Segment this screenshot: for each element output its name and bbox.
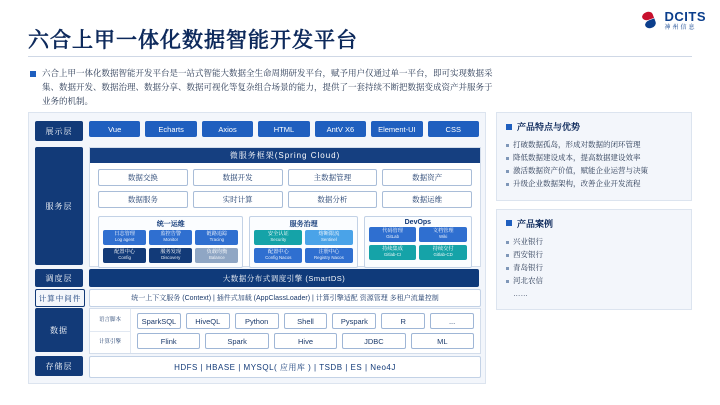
service-module[interactable]: 数据运维	[382, 191, 472, 208]
service-layer-box	[89, 147, 481, 267]
engine-row	[137, 333, 474, 349]
panel-title: 产品案例	[517, 218, 554, 229]
governance-item-cn: 配置中心	[267, 249, 289, 256]
layer-label-middleware: 计算中间件	[35, 289, 85, 307]
ops-item-cn: 配置中心	[114, 249, 135, 256]
display-chip[interactable]: Element-UI	[371, 121, 422, 137]
governance-item[interactable]	[254, 248, 302, 263]
ops-item[interactable]	[149, 248, 192, 263]
case-list	[506, 235, 682, 301]
service-framework-title: 微服务框架(Spring Cloud)	[90, 148, 480, 163]
data-compute-side-labels	[90, 309, 131, 353]
side-panels	[496, 112, 692, 318]
devops-item-en: Gitlab-CI	[383, 251, 402, 257]
script-chip[interactable]: SparkSQL	[137, 313, 181, 329]
engine-chip[interactable]: Hive	[274, 333, 337, 349]
devops-item[interactable]	[369, 227, 417, 242]
ops-item-cn: 日志管理	[114, 231, 135, 238]
group-devops	[364, 216, 472, 268]
ops-item-cn: 服务发现	[160, 249, 182, 256]
layer-label-storage: 存储层	[35, 356, 83, 376]
ops-item-en: Discovery	[161, 254, 181, 260]
list-item: 河北农信	[506, 274, 682, 287]
governance-item-en: Sentinel	[320, 236, 337, 242]
governance-item-cn: 熔断限流	[318, 231, 340, 238]
script-chip[interactable]: HiveQL	[186, 313, 230, 329]
display-chip[interactable]: Vue	[89, 121, 140, 137]
layer-label-data-compute	[35, 308, 83, 352]
group-title: 统一运维	[156, 221, 185, 228]
ops-item-en: Monitor	[163, 236, 179, 242]
group-title: DevOps	[404, 219, 432, 226]
list-item: ……	[513, 289, 528, 298]
service-module[interactable]: 数据分析	[288, 191, 378, 208]
layer-label-data-compute-text: 数据	[50, 325, 68, 335]
governance-item-cn: 安全认证	[267, 231, 289, 238]
service-module[interactable]: 数据开发	[193, 169, 283, 186]
service-module[interactable]: 数据交换	[98, 169, 188, 186]
bullet-icon	[506, 124, 512, 130]
data-compute-box	[89, 308, 481, 354]
middleware-bar: 统一上下文服务 (Context) | 插件式加载 (AppClassLoader) | 计算引擎适配 资源管理 多租户流量控制	[89, 289, 481, 307]
display-chip[interactable]: AntV X6	[315, 121, 366, 137]
ops-item-en: Tracing	[209, 236, 225, 242]
list-item: 兴业银行	[506, 235, 682, 248]
dcits-logo-icon	[640, 11, 660, 31]
ops-item[interactable]	[103, 230, 146, 245]
ops-item-en: Config	[118, 254, 131, 260]
script-chip[interactable]: R	[381, 313, 425, 329]
intro-block	[30, 66, 500, 108]
group-governance	[249, 216, 357, 268]
display-chip[interactable]: Echarts	[145, 121, 196, 137]
engine-chip[interactable]: JDBC	[342, 333, 405, 349]
list-item: 打破数据孤岛，形成对数据的闭环管理	[506, 138, 682, 151]
governance-item[interactable]	[305, 248, 353, 263]
advantage-list	[506, 138, 682, 191]
devops-item[interactable]	[369, 245, 417, 260]
group-ops	[98, 216, 243, 268]
architecture-diagram	[28, 112, 486, 384]
side-label-script: 语言脚本	[90, 309, 130, 332]
devops-item-cn: 文档管理	[432, 228, 454, 235]
display-chip[interactable]: HTML	[258, 121, 309, 137]
ops-item[interactable]	[149, 230, 192, 245]
service-module[interactable]: 实时计算	[193, 191, 283, 208]
group-title: 服务治理	[289, 221, 318, 228]
display-chip[interactable]: Axios	[202, 121, 253, 137]
ops-item-en: Balance	[208, 254, 225, 260]
bullet-icon	[30, 71, 36, 77]
governance-item-en: Security	[270, 236, 287, 242]
intro-text: 六合上甲一体化数据智能开发平台是一站式智能大数据全生命周期研发平台，赋予用户仅通过单一平台，即可实现数据采集、数据开发、数据治理、数据分享、数据可视化等复杂组合场景的能力，提供了一套持续不断把数据变成资产并服务于业务的机制。	[42, 68, 493, 107]
engine-chip[interactable]: ML	[411, 333, 474, 349]
service-module-grid	[90, 163, 480, 214]
devops-item-cn: 代码管理	[382, 228, 403, 235]
panel-title: 产品特点与优势	[517, 122, 581, 132]
layer-label-service: 服务层	[35, 147, 83, 265]
list-item: 降低数据建设成本，提高数据建设效率	[506, 151, 682, 164]
devops-item-cn: 持续集成	[382, 246, 403, 253]
devops-item[interactable]	[419, 245, 467, 260]
devops-item-en: Gitlab-CD	[433, 251, 453, 257]
devops-item[interactable]	[419, 227, 467, 242]
layer-label-display: 展示层	[35, 121, 83, 141]
service-module[interactable]: 数据资产	[382, 169, 472, 186]
list-item: 青岛银行	[506, 261, 682, 274]
list-item: 升级企业数据架构，改善企业开发流程	[506, 177, 682, 190]
service-module[interactable]: 主数据管理	[288, 169, 378, 186]
schedule-engine-bar: 大数据分布式调度引擎 (SmartDS)	[89, 269, 479, 287]
list-item: 激活数据资产价值，赋能企业运营与决策	[506, 164, 682, 177]
layer-label-schedule: 调度层	[35, 269, 83, 287]
panel-advantages	[496, 112, 692, 201]
storage-bar: HDFS | HBASE | MYSQL( 应用库 ) | TSDB | ES | Neo4J	[89, 356, 481, 378]
page-title: 六合上甲一体化数据智能开发平台	[28, 29, 358, 52]
title-divider	[28, 56, 692, 57]
script-chip[interactable]: Shell	[284, 313, 328, 329]
brand-logo	[640, 10, 707, 31]
devops-item-cn: 持续交付	[432, 246, 454, 253]
governance-item-cn: 注册中心	[318, 249, 340, 256]
ops-item-cn: 负载均衡	[206, 249, 228, 256]
governance-item-en: Registry Nacos	[314, 254, 344, 260]
script-chip[interactable]: Python	[235, 313, 279, 329]
ops-item[interactable]	[195, 230, 238, 245]
side-label-engine: 计算引擎	[98, 339, 121, 346]
script-chip[interactable]: Pyspark	[332, 313, 376, 329]
service-module[interactable]: 数据服务	[98, 191, 188, 208]
ops-item-en: Log agent	[114, 236, 135, 242]
devops-item-en: GitLab	[386, 233, 400, 239]
panel-cases	[496, 209, 692, 311]
ops-item-cn: 链路追踪	[206, 231, 228, 238]
script-row	[137, 313, 474, 329]
brand-name-cn: 神州信息	[664, 25, 697, 31]
ops-item[interactable]	[195, 248, 238, 263]
devops-item-en: Wiki	[439, 233, 448, 239]
governance-item-en: Config Nacos	[265, 254, 292, 260]
display-chip[interactable]: CSS	[428, 121, 479, 137]
script-chip[interactable]: ...	[430, 313, 474, 329]
engine-chip[interactable]: Flink	[137, 333, 200, 349]
list-item: 西安银行	[506, 248, 682, 261]
governance-item[interactable]	[305, 230, 353, 245]
service-support-groups	[90, 214, 480, 274]
engine-chip[interactable]: Spark	[205, 333, 268, 349]
ops-item-cn: 监控告警	[160, 231, 182, 238]
governance-item[interactable]	[254, 230, 302, 245]
bullet-icon	[506, 220, 512, 226]
display-layer-row	[89, 121, 479, 137]
ops-item[interactable]	[103, 248, 146, 263]
brand-name-en: DCITS	[664, 9, 706, 24]
